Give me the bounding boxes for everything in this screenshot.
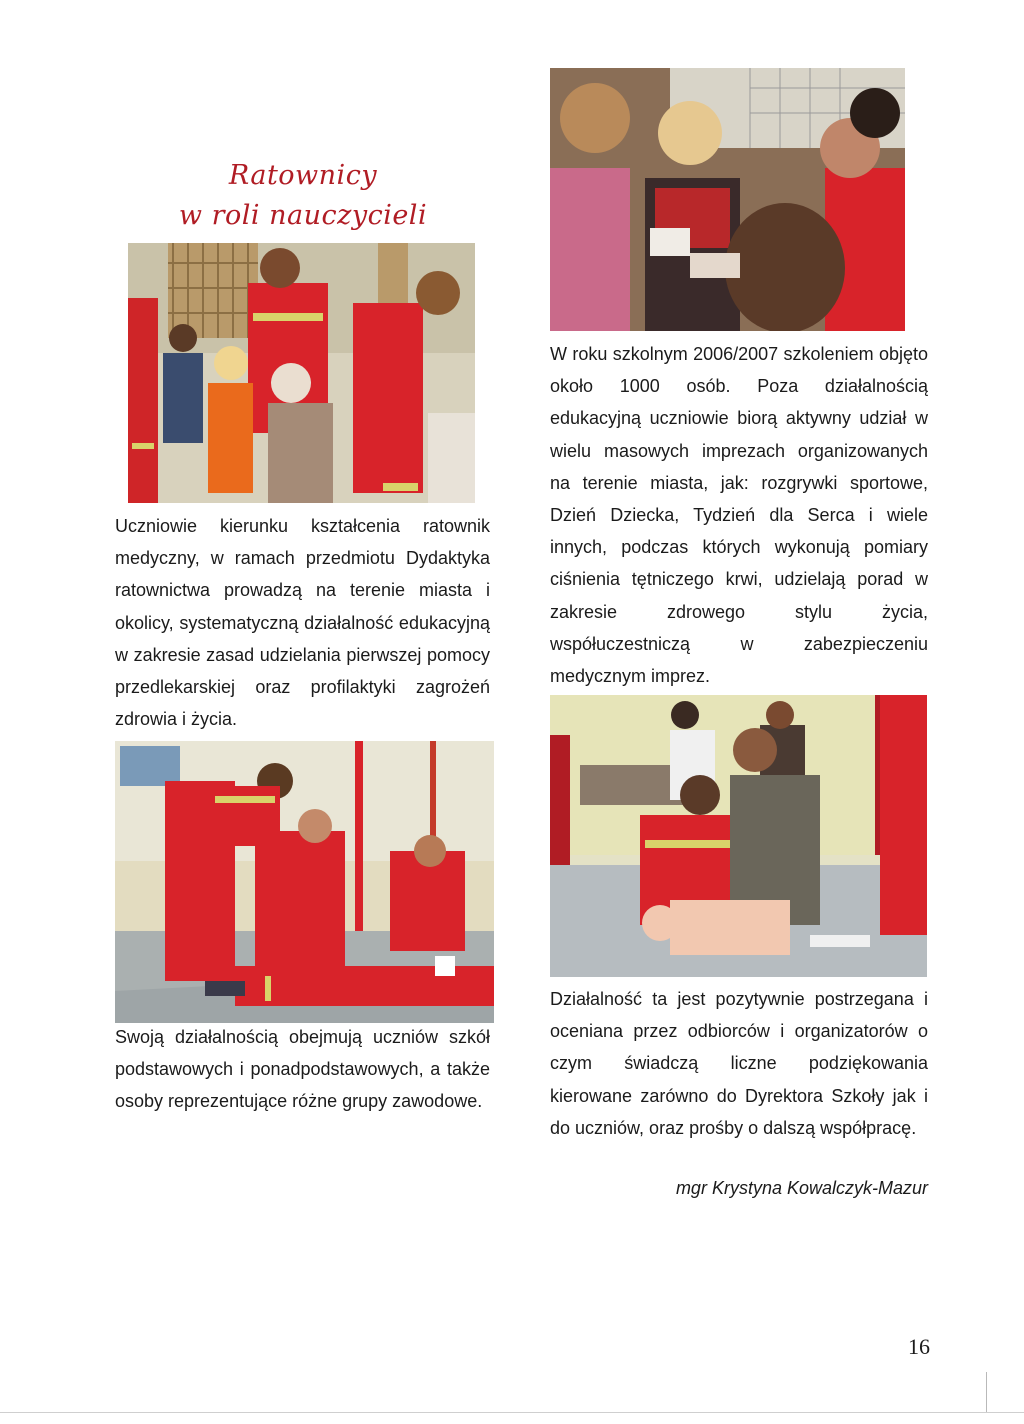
article-title-line-2: w roli nauczycieli <box>178 200 428 231</box>
page-number: 16 <box>908 1334 930 1359</box>
photo-bandaging-children <box>550 68 905 331</box>
paragraph-reception: Działalność ta jest pozytywnie postrzegana i oceniana przez odbiorców i organizatorów o czym świadczą liczne podziękowania kierowane zarówno do Dyrektora Szkoły jak i do uczniów, oraz prośby o dalszą współpracę. <box>550 989 928 1138</box>
scan-edge-bottom <box>0 1412 1024 1413</box>
paragraph-activities: W roku szkolnym 2006/2007 szkoleniem objęto około 1000 osób. Poza działalnością edukacyjną uczniowie biorą aktywny udział w wielu masowych imprezach organizowanych na terenie miasta, jak: rozgrywki sportowe, Dzień Dziecka, Tydzień dla Serca i wiele innych, podczas których wykonują pomiary ciśnienia tętniczego krwi, udzielają porad w zakresie zdrowego stylu życia, współuczestniczą w zabezpieczeniu medycznym imprez. <box>550 344 928 687</box>
photo-students-with-children <box>128 243 475 503</box>
scan-edge-right <box>986 1372 987 1412</box>
photo-cpr-demonstration <box>550 695 927 977</box>
photo-first-aid-practice <box>115 741 494 1023</box>
author-signature: mgr Krystyna Kowalczyk-Mazur <box>675 1178 928 1198</box>
article-title-line-1: Ratownicy <box>228 160 378 191</box>
paragraph-audience: Swoją działalnością obejmują uczniów szkół podstawowych i ponadpodstawowych, a także osoby reprezentujące różne grupy zawodowe. <box>115 1027 490 1112</box>
paragraph-intro: Uczniowie kierunku kształcenia ratownik medyczny, w ramach przedmiotu Dydaktyka ratownictwa prowadzą na terenie miasta i okolicy, systematyczną działalność edukacyjną w zakresie zasad udzielania pierwszej pomocy przedlekarskiej oraz profilaktyki zagrożeń zdrowia i życia. <box>115 516 490 730</box>
